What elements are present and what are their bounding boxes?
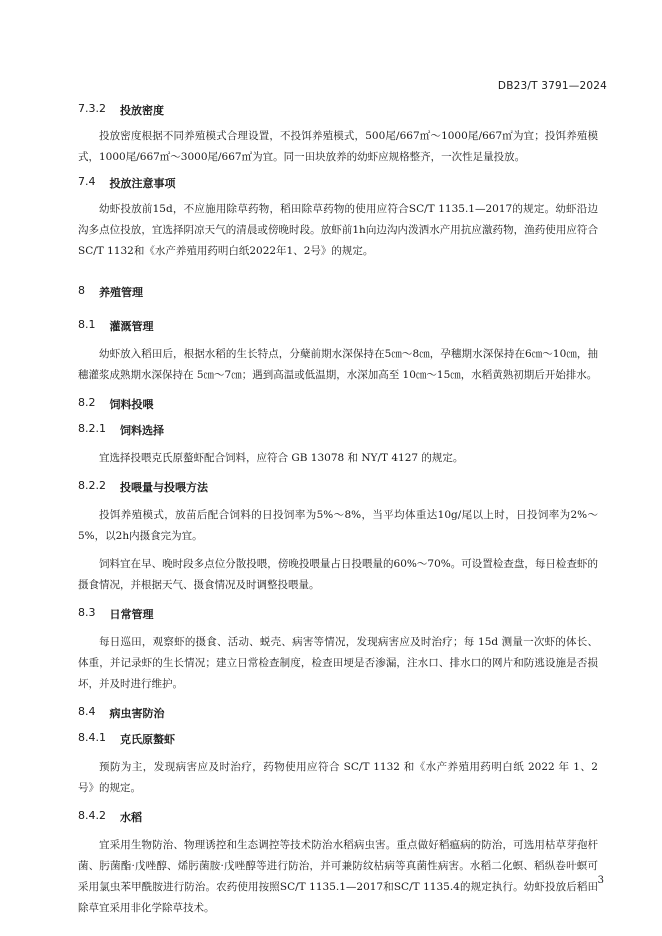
section-heading bbox=[78, 606, 598, 622]
paragraph-text: 每日巡田，观察虾的摄食、活动、蜕壳、病害等情况，发现病害应及时治疗；每 15d 测量一次虾的体长、体重，并记录虾的生长情况；建立日常检查制度，检查田埂是否渗漏，注水口、排水口的网片和防逃设施是否损坏，并及时进行维护。 bbox=[78, 636, 598, 690]
section-heading bbox=[78, 705, 598, 721]
section-number: 8.4.1 bbox=[78, 731, 106, 744]
section-heading bbox=[78, 731, 598, 747]
section-heading bbox=[78, 809, 598, 825]
section-heading bbox=[78, 479, 598, 495]
section-number: 8.2.2 bbox=[78, 479, 106, 492]
section-title: 养殖管理 bbox=[99, 286, 143, 299]
page-number: 3 bbox=[597, 875, 604, 886]
paragraph bbox=[78, 199, 598, 262]
document-code: DB23/T 3791—2024 bbox=[497, 80, 607, 92]
section-heading bbox=[78, 175, 598, 191]
paragraph bbox=[78, 554, 598, 596]
section-title: 投放注意事项 bbox=[109, 177, 176, 190]
section-number: 8.2.1 bbox=[78, 422, 106, 435]
chapter-heading bbox=[78, 284, 598, 300]
paragraph bbox=[78, 632, 598, 695]
section-number: 8.4 bbox=[78, 705, 96, 718]
section-number: 7.3.2 bbox=[78, 102, 106, 115]
section-number: 8.4.2 bbox=[78, 809, 106, 822]
paragraph bbox=[78, 126, 598, 168]
paragraph-text: 宜采用生物防治、物理诱控和生态调控等技术防治水稻病虫害。重点做好稻瘟病的防治，可选用枯草芽孢杆菌、肟菌酯·戊唑醇、烯肟菌胺·戊唑醇等进行防治，并可兼防纹枯病等真菌性病害。水稻二化螟、稻纵卷叶螟可采用氯虫苯甲酰胺进行防治。农药使用按照SC/T 1135.1—2017和SC/T 1135.4的规定执行。幼虾投放后稻田除草宜采用非化学除草技术。 bbox=[78, 839, 598, 914]
paragraph-text: 宜选择投喂克氏原螯虾配合饲料，应符合 GB 13078 和 NY/T 4127 的规定。 bbox=[99, 452, 464, 464]
section-title: 饲料投喂 bbox=[109, 398, 154, 411]
paragraph-text: 预防为主，发现病害应及时治疗，药物使用应符合 SC/T 1132 和《水产养殖用药明白纸 2022 年 1、2 号》的规定。 bbox=[78, 761, 598, 794]
section-title: 病虫害防治 bbox=[109, 707, 165, 720]
section-number: 8.3 bbox=[78, 606, 96, 619]
paragraph bbox=[78, 448, 598, 469]
section-title: 投放密度 bbox=[120, 104, 164, 117]
section-title: 水稻 bbox=[120, 811, 142, 824]
paragraph bbox=[78, 835, 598, 919]
paragraph-text: 幼虾放入稻田后，根据水稻的生长特点，分蘖前期水深保持在5㎝～8㎝，孕穗期水深保持在6㎝～10㎝，抽穗灌浆成熟期水深保持在 5㎝～7㎝；遇到高温或低温期，水深加高至 10㎝～15㎝，水稻黄熟初期后开始排水。 bbox=[78, 348, 598, 381]
section-title: 克氏原螯虾 bbox=[120, 733, 175, 746]
paragraph bbox=[78, 757, 598, 799]
section-title: 投喂量与投喂方法 bbox=[120, 481, 208, 494]
section-heading bbox=[78, 102, 598, 118]
paragraph bbox=[78, 505, 598, 547]
section-number: 8.1 bbox=[78, 318, 96, 331]
section-number: 7.4 bbox=[78, 175, 96, 188]
paragraph bbox=[78, 344, 598, 386]
paragraph-text: 饲料宜在早、晚时段多点位分散投喂，傍晚投喂量占日投喂量的60%～70%。可设置检查盘，每日检查虾的摄食情况，并根据天气、摄食情况及时调整投喂量。 bbox=[78, 558, 598, 591]
section-title: 饲料选择 bbox=[120, 424, 164, 437]
document-body bbox=[78, 102, 598, 926]
section-title: 灌溉管理 bbox=[109, 320, 154, 333]
section-heading bbox=[78, 422, 598, 438]
section-number: 8 bbox=[78, 284, 85, 297]
section-number: 8.2 bbox=[78, 396, 96, 409]
paragraph-text: 投饵养殖模式，放苗后配合饲料的日投饲率为5%～8%，当平均体重达10g/尾以上时，日投饲率为2%～5%，以2h内摄食完为宜。 bbox=[78, 509, 598, 542]
paragraph-text: 投放密度根据不同养殖模式合理设置，不投饵养殖模式，500尾/667㎡～1000尾/667㎡为宜；投饵养殖模式，1000尾/667㎡～3000尾/667㎡为宜。同一田块放养的幼虾应规格整齐，一次性足量投放。 bbox=[78, 130, 598, 163]
section-title: 日常管理 bbox=[109, 608, 154, 621]
paragraph-text: 幼虾投放前15d，不应施用除草药物，稻田除草药物的使用应符合SC/T 1135.1—2017的规定。幼虾沿边沟多点位投放，宜选择阴凉天气的清晨或傍晚时段。放虾前1h向边沟内泼洒水产用抗应激药物，渔药使用应符合SC/T 1132和《水产养殖用药明白纸2022年1、2号》的规定。 bbox=[78, 203, 598, 257]
section-heading bbox=[78, 318, 598, 334]
section-heading bbox=[78, 396, 598, 412]
